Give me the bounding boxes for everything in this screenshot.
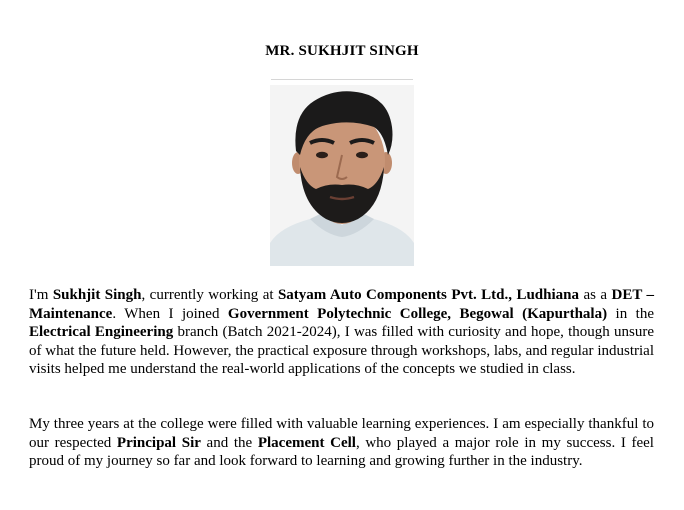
intro-text-5: in the	[607, 305, 654, 322]
profile-photo	[270, 85, 414, 266]
intro-paragraph	[29, 286, 654, 379]
intro-text-3: as a	[579, 287, 612, 303]
page-title: MR. SUKHJIT SINGH	[265, 43, 419, 59]
placement-cell-mention: Placement Cell	[257, 434, 356, 451]
intro-text-1: I'm	[29, 287, 53, 303]
title-divider	[271, 79, 413, 80]
intro-text-2: , currently working at	[141, 287, 278, 303]
experience-paragraph	[29, 415, 654, 471]
experience-text-1: My three years at the college were filled with valuable learning experiences. I am especially thankful to our respected	[29, 416, 654, 451]
student-name: Sukhjit Singh	[52, 287, 142, 303]
person-portrait-icon	[270, 85, 414, 266]
job-role: DET – Maintenance	[29, 287, 654, 322]
principal-mention: Principal Sir	[116, 434, 201, 451]
college-name: Government Polytechnic College, Begowal (Kapurthala)	[227, 305, 608, 322]
intro-text-6: branch (Batch 2021-2024), I was filled with curiosity and hope, though unsure of what the future held. However, the practical exposure through workshops, labs, and regular industrial visits helped me understand the real-world applications of the concepts we studied in class.	[29, 324, 654, 378]
branch-name: Electrical Engineering	[29, 324, 174, 341]
intro-text-4: . When I joined	[112, 305, 228, 322]
company-name: Satyam Auto Components Pvt. Ltd., Ludhiana	[277, 287, 579, 303]
experience-text-3: , who played a major role in my success. I feel proud of my journey so far and look forward to learning and growing further in the industry.	[29, 434, 654, 470]
experience-text-2: and the	[200, 434, 258, 451]
